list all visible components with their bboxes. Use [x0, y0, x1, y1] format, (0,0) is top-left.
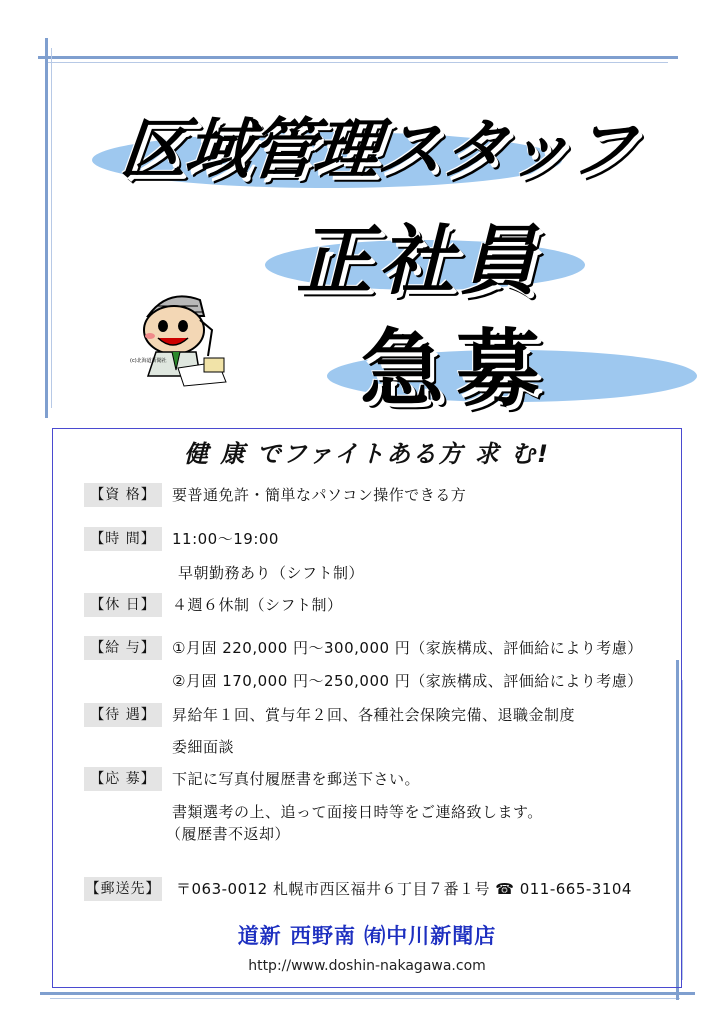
value-benefits: 昇給年１回、賞与年２回、各種社会保険完備、退職金制度 — [172, 706, 576, 724]
value-qualification: 要普通免許・簡単なパソコン操作できる方 — [172, 486, 467, 504]
label-salary: 【給 与】 — [84, 636, 162, 660]
mascot-caption: (c)北海道新聞社 — [130, 358, 167, 364]
frame-bottom-line-inner — [50, 998, 680, 999]
label-qualification: 【資 格】 — [84, 483, 162, 507]
headline-regular-employee: 正社員 — [296, 216, 542, 305]
value-apply-2: 書類選考の上、追って面接日時等をご連絡致します。 — [172, 803, 543, 821]
label-mailing-address: 【郵送先】 — [84, 877, 162, 901]
label-hours: 【時 間】 — [84, 527, 162, 551]
company-name: 道新 西野南 ㈲中川新聞店 — [237, 924, 497, 948]
frame-top-line-inner — [48, 62, 668, 63]
label-apply: 【応 募】 — [84, 767, 162, 791]
mascot-illustration — [128, 286, 238, 396]
tagline: 健 康 でファイトある方 求 む! — [184, 440, 550, 468]
label-holidays: 【休 日】 — [84, 593, 162, 617]
frame-bottom-line — [40, 992, 695, 995]
value-salary-2: ②月固 170,000 円～250,000 円（家族構成、評価給により考慮） — [172, 672, 643, 690]
value-holidays: ４週６休制（シフト制） — [172, 596, 343, 614]
value-hours: 11:00～19:00 — [172, 530, 279, 548]
value-benefits-note: 委細面談 — [172, 738, 235, 756]
frame-top-line — [38, 56, 678, 59]
frame-left-line-inner — [51, 48, 52, 408]
headline-title: 区域管理スタッフ — [117, 111, 638, 188]
value-hours-note: 早朝勤務あり（シフト制） — [178, 564, 365, 582]
headline-urgent: 急募 — [360, 320, 553, 418]
frame-left-line — [45, 38, 48, 418]
value-apply-3: （履歴書不返却） — [166, 825, 291, 843]
value-mailing-address: 〒063-0012 札幌市西区福井６丁目７番１号 ☎ 011-665-3104 — [176, 880, 632, 898]
value-salary-1: ①月固 220,000 円～300,000 円（家族構成、評価給により考慮） — [172, 639, 643, 657]
label-benefits: 【待 遇】 — [84, 703, 162, 727]
website-link[interactable]: http://www.doshin-nakagawa.com — [248, 958, 486, 974]
value-apply-1: 下記に写真付履歴書を郵送下さい。 — [172, 770, 421, 788]
